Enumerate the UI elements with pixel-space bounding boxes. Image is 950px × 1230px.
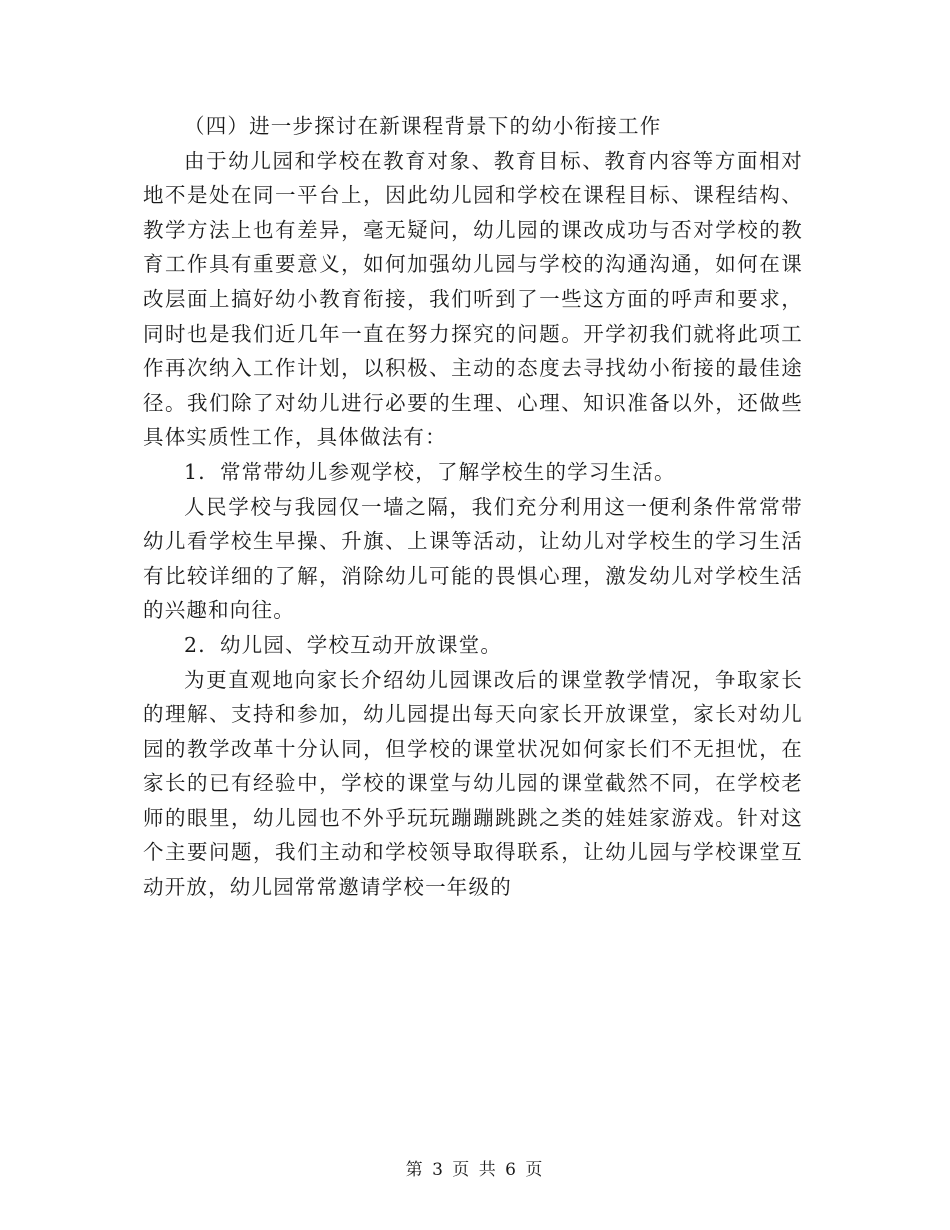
document-body (143, 109, 803, 905)
text-line: 为更直观地向家长介绍幼儿园课改后的课堂教学情况，争取家长 (184, 667, 803, 692)
text-line: 动开放，幼儿园常常邀请学校一年级的 (143, 875, 512, 900)
text-line: 个主要问题，我们主动和学校领导取得联系，让幼儿园与学校课堂互 (143, 840, 803, 865)
text-line: 改层面上搞好幼小教育衔接，我们听到了一些这方面的呼声和要求， (143, 286, 803, 311)
paragraph (143, 490, 803, 628)
paragraph (143, 663, 803, 905)
text-line: 育工作具有重要意义，如何加强幼儿园与学校的沟通沟通，如何在课 (143, 252, 803, 277)
text-line: 有比较详细的了解，消除幼儿可能的畏惧心理，激发幼儿对学校生活 (143, 563, 803, 588)
text-line: 师的眼里，幼儿园也不外乎玩玩蹦蹦跳跳之类的娃娃家游戏。针对这 (143, 805, 803, 830)
text-line: 的理解、支持和参加，幼儿园提出每天向家长开放课堂，家长对幼儿 (143, 702, 803, 727)
page-footer: 第 3 页 共 6 页 (405, 1160, 545, 1180)
text-line: 幼儿看学校生早操、升旗、上课等活动，让幼儿对学校生的学习生活 (143, 529, 803, 554)
text-line: 人民学校与我园仅一墙之隔，我们充分利用这一便利条件常常带 (184, 494, 803, 519)
text-line: 2．幼儿园、学校互动开放课堂。 (184, 632, 503, 657)
text-line: 教学方法上也有差异，毫无疑问，幼儿园的课改成功与否对学校的教 (143, 217, 803, 242)
list-item-heading (143, 455, 803, 490)
text-line: 1．常常带幼儿参观学校，了解学校生的学习生活。 (184, 459, 676, 484)
list-item-heading (143, 628, 803, 663)
paragraph (143, 144, 803, 455)
text-line: 家长的已有经验中，学校的课堂与幼儿园的课堂截然不同，在学校老 (143, 771, 803, 796)
text-line: 具体实质性工作，具体做法有： (143, 425, 447, 450)
text-line: 径。我们除了对幼儿进行必要的生理、心理、知识准备以外，还做些 (143, 390, 803, 415)
text-line: 园的教学改革十分认同，但学校的课堂状况如何家长们不无担忧，在 (143, 736, 803, 761)
text-line: 作再次纳入工作计划，以积极、主动的态度去寻找幼小衔接的最佳途 (143, 356, 803, 381)
text-line: 地不是处在同一平台上，因此幼儿园和学校在课程目标、课程结构、 (143, 183, 803, 208)
section-heading: （四）进一步探讨在新课程背景下的幼小衔接工作 (184, 114, 662, 138)
text-line: 由于幼儿园和学校在教育对象、教育目标、教育内容等方面相对 (184, 148, 803, 173)
text-line: 同时也是我们近几年一直在努力探究的问题。开学初我们就将此项工 (143, 321, 803, 346)
text-line: 的兴趣和向往。 (143, 598, 295, 623)
